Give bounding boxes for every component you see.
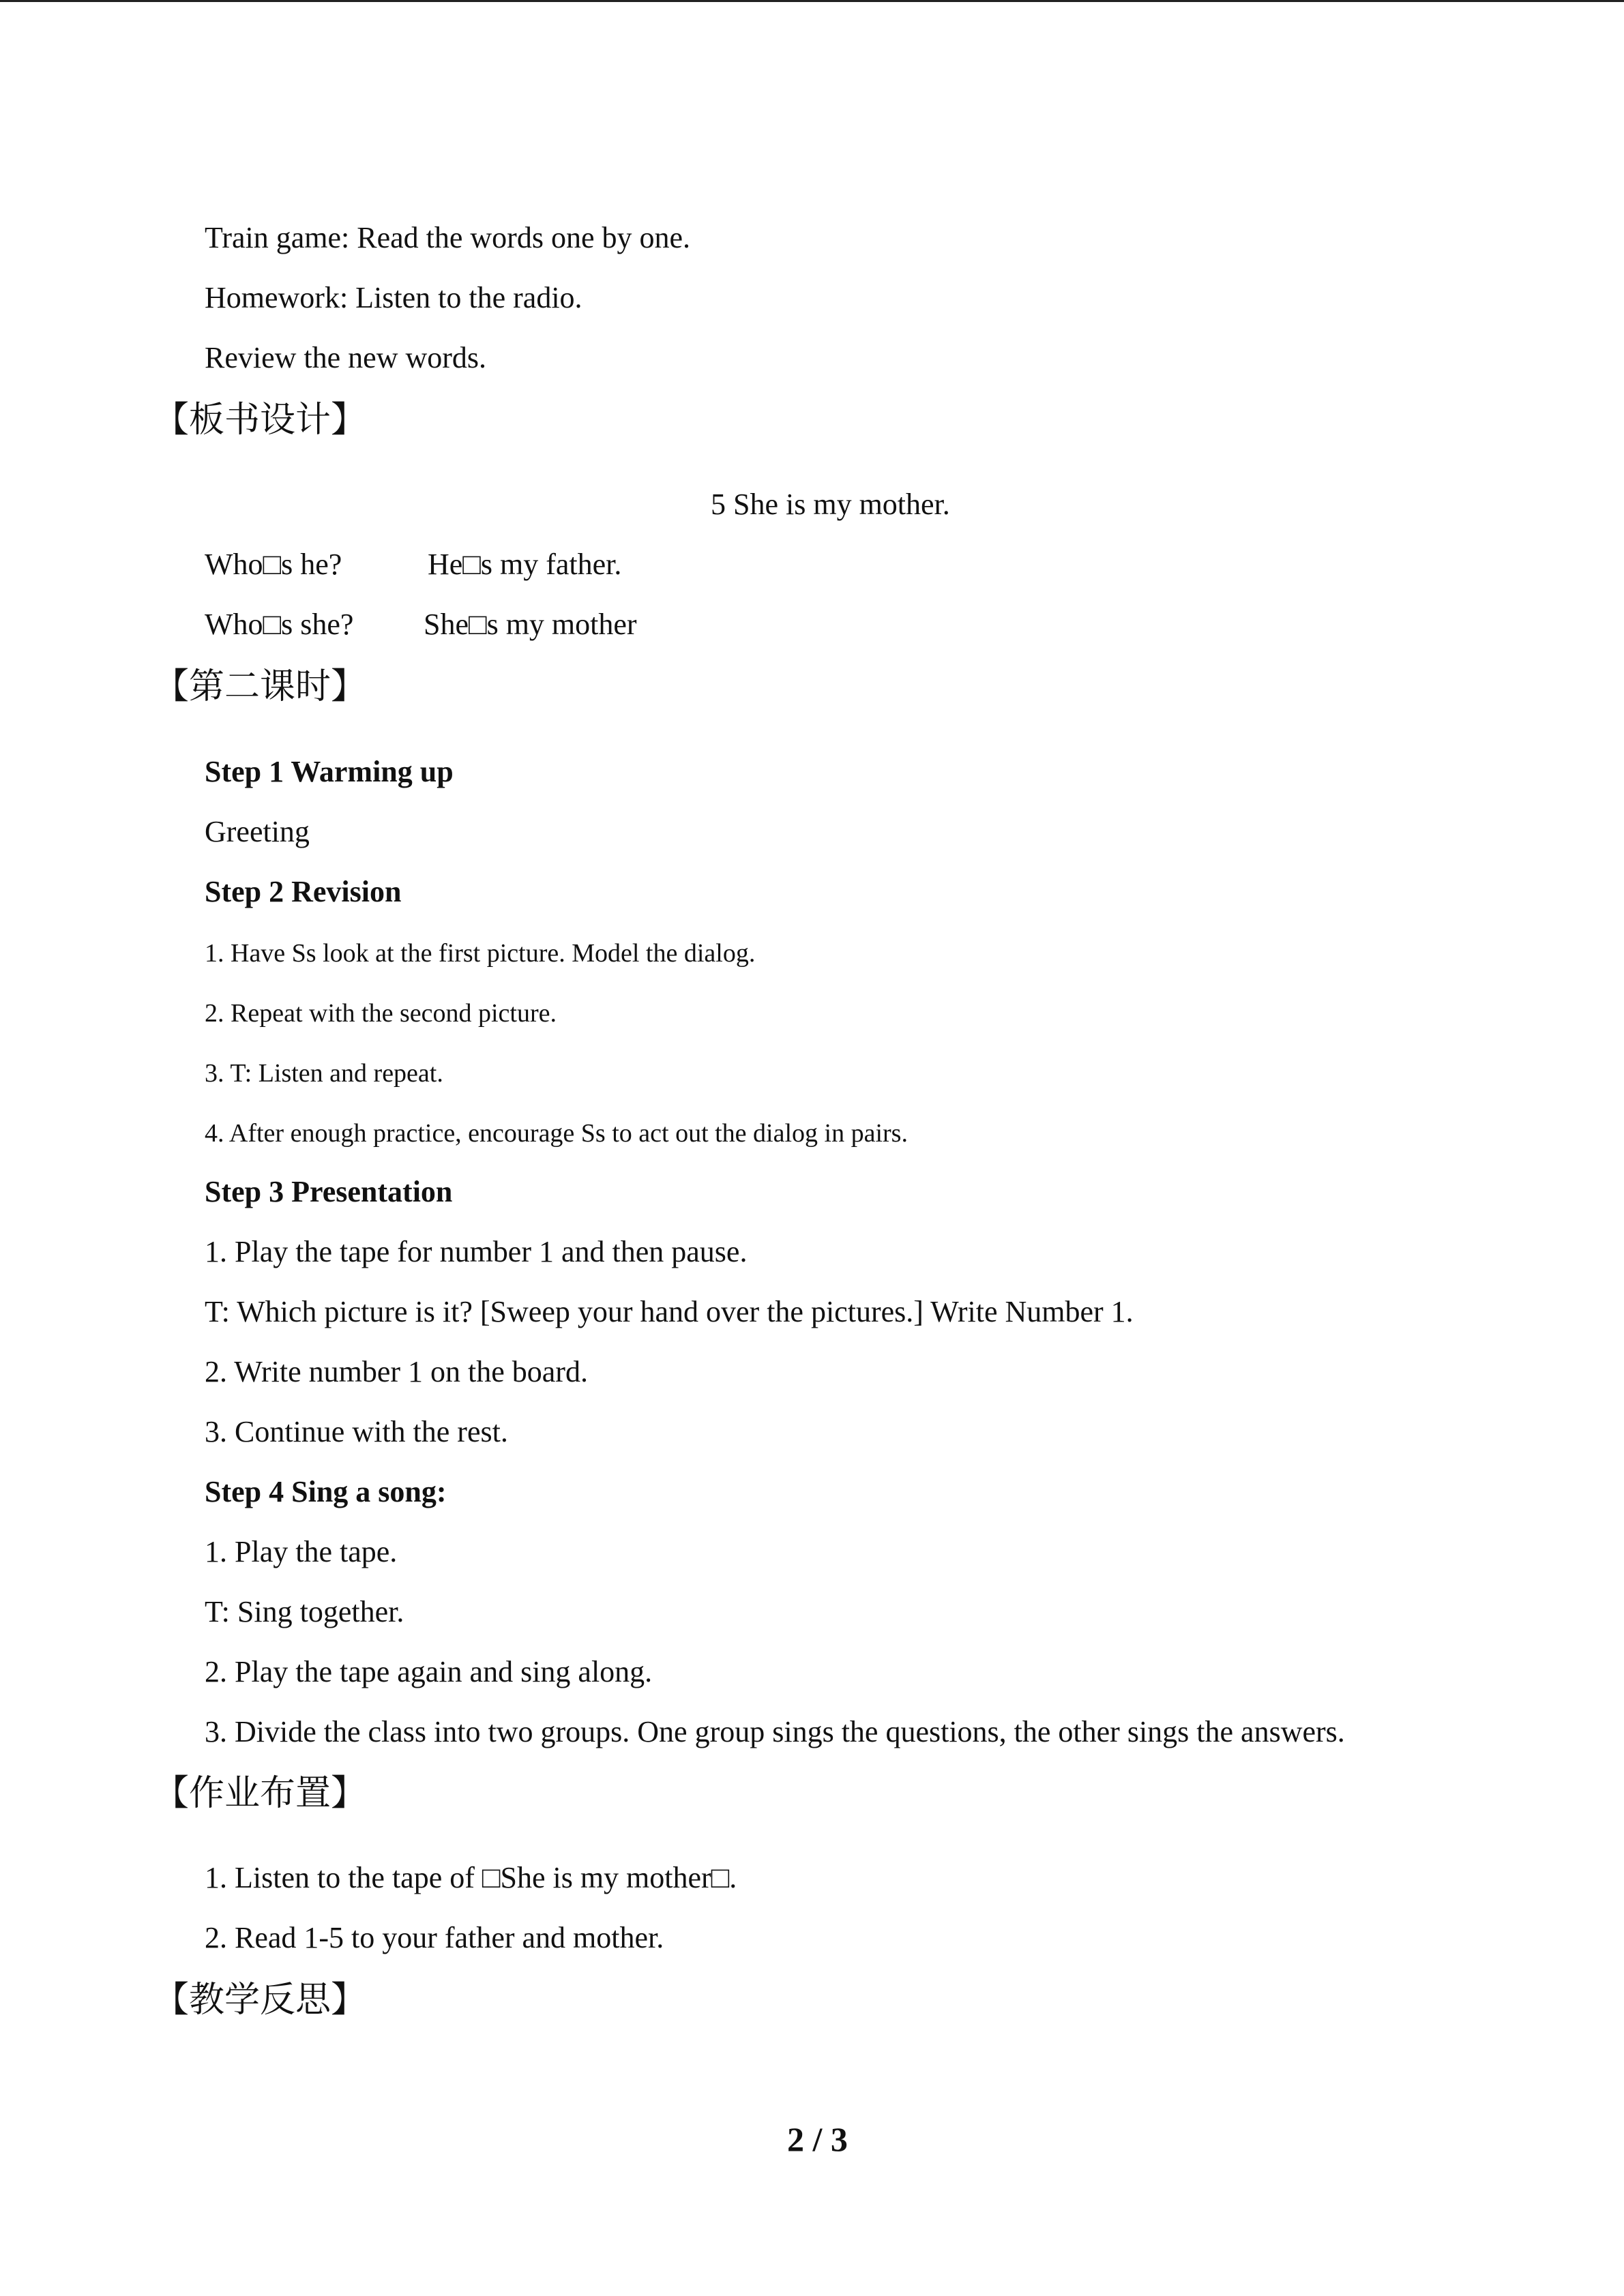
step-line: 2. Write number 1 on the board. [205,1355,588,1388]
page-number: 2 / 3 [787,2120,848,2158]
step-line: 2. Play the tape again and sing along. [205,1655,653,1688]
activity-line: Homework: Listen to the radio. [205,281,582,314]
board-title: 5 She is my mother. [711,488,950,521]
step-line: Greeting [205,815,310,848]
section-heading-board-design: 【板书设计】 [153,400,367,441]
board-question: Who□s he? [205,548,342,581]
homework-line: 2. Read 1-5 to your father and mother. [205,1921,664,1954]
step-title: Step 4 Sing a song: [205,1475,447,1508]
step-line: 3. T: Listen and repeat. [205,1059,443,1088]
section-heading-reflection: 【教学反思】 [153,1980,367,2021]
step-title: Step 2 Revision [205,875,402,908]
step-line: 4. After enough practice, encourage Ss to act out the dialog in pairs. [205,1119,908,1148]
step-line: 3. Divide the class into two groups. One group sings the questions, the other sings the answers. [205,1715,1345,1748]
board-answer: He□s my father. [428,548,622,581]
step-title: Step 1 Warming up [205,755,454,788]
step-line: T: Which picture is it? [Sweep your hand over the pictures.] Write Number 1. [205,1295,1134,1328]
board-answer: She□s my mother [424,608,637,641]
step-line: 1. Play the tape for number 1 and then pause. [205,1235,748,1268]
board-question: Who□s she? [205,608,354,641]
section-heading-second-lesson: 【第二课时】 [153,666,367,707]
activity-line: Train game: Read the words one by one. [205,221,691,254]
homework-line: 1. Listen to the tape of □She is my mother□. [205,1861,737,1894]
activity-line: Review the new words. [205,341,487,374]
step-line: 3. Continue with the rest. [205,1415,508,1448]
step-line: 2. Repeat with the second picture. [205,999,557,1028]
step-line: 1. Have Ss look at the first picture. Model the dialog. [205,939,756,968]
page-top-border [0,0,1624,2]
step-line: T: Sing together. [205,1595,404,1628]
step-line: 1. Play the tape. [205,1535,398,1568]
step-title: Step 3 Presentation [205,1175,453,1208]
section-heading-homework: 【作业布置】 [153,1773,367,1814]
